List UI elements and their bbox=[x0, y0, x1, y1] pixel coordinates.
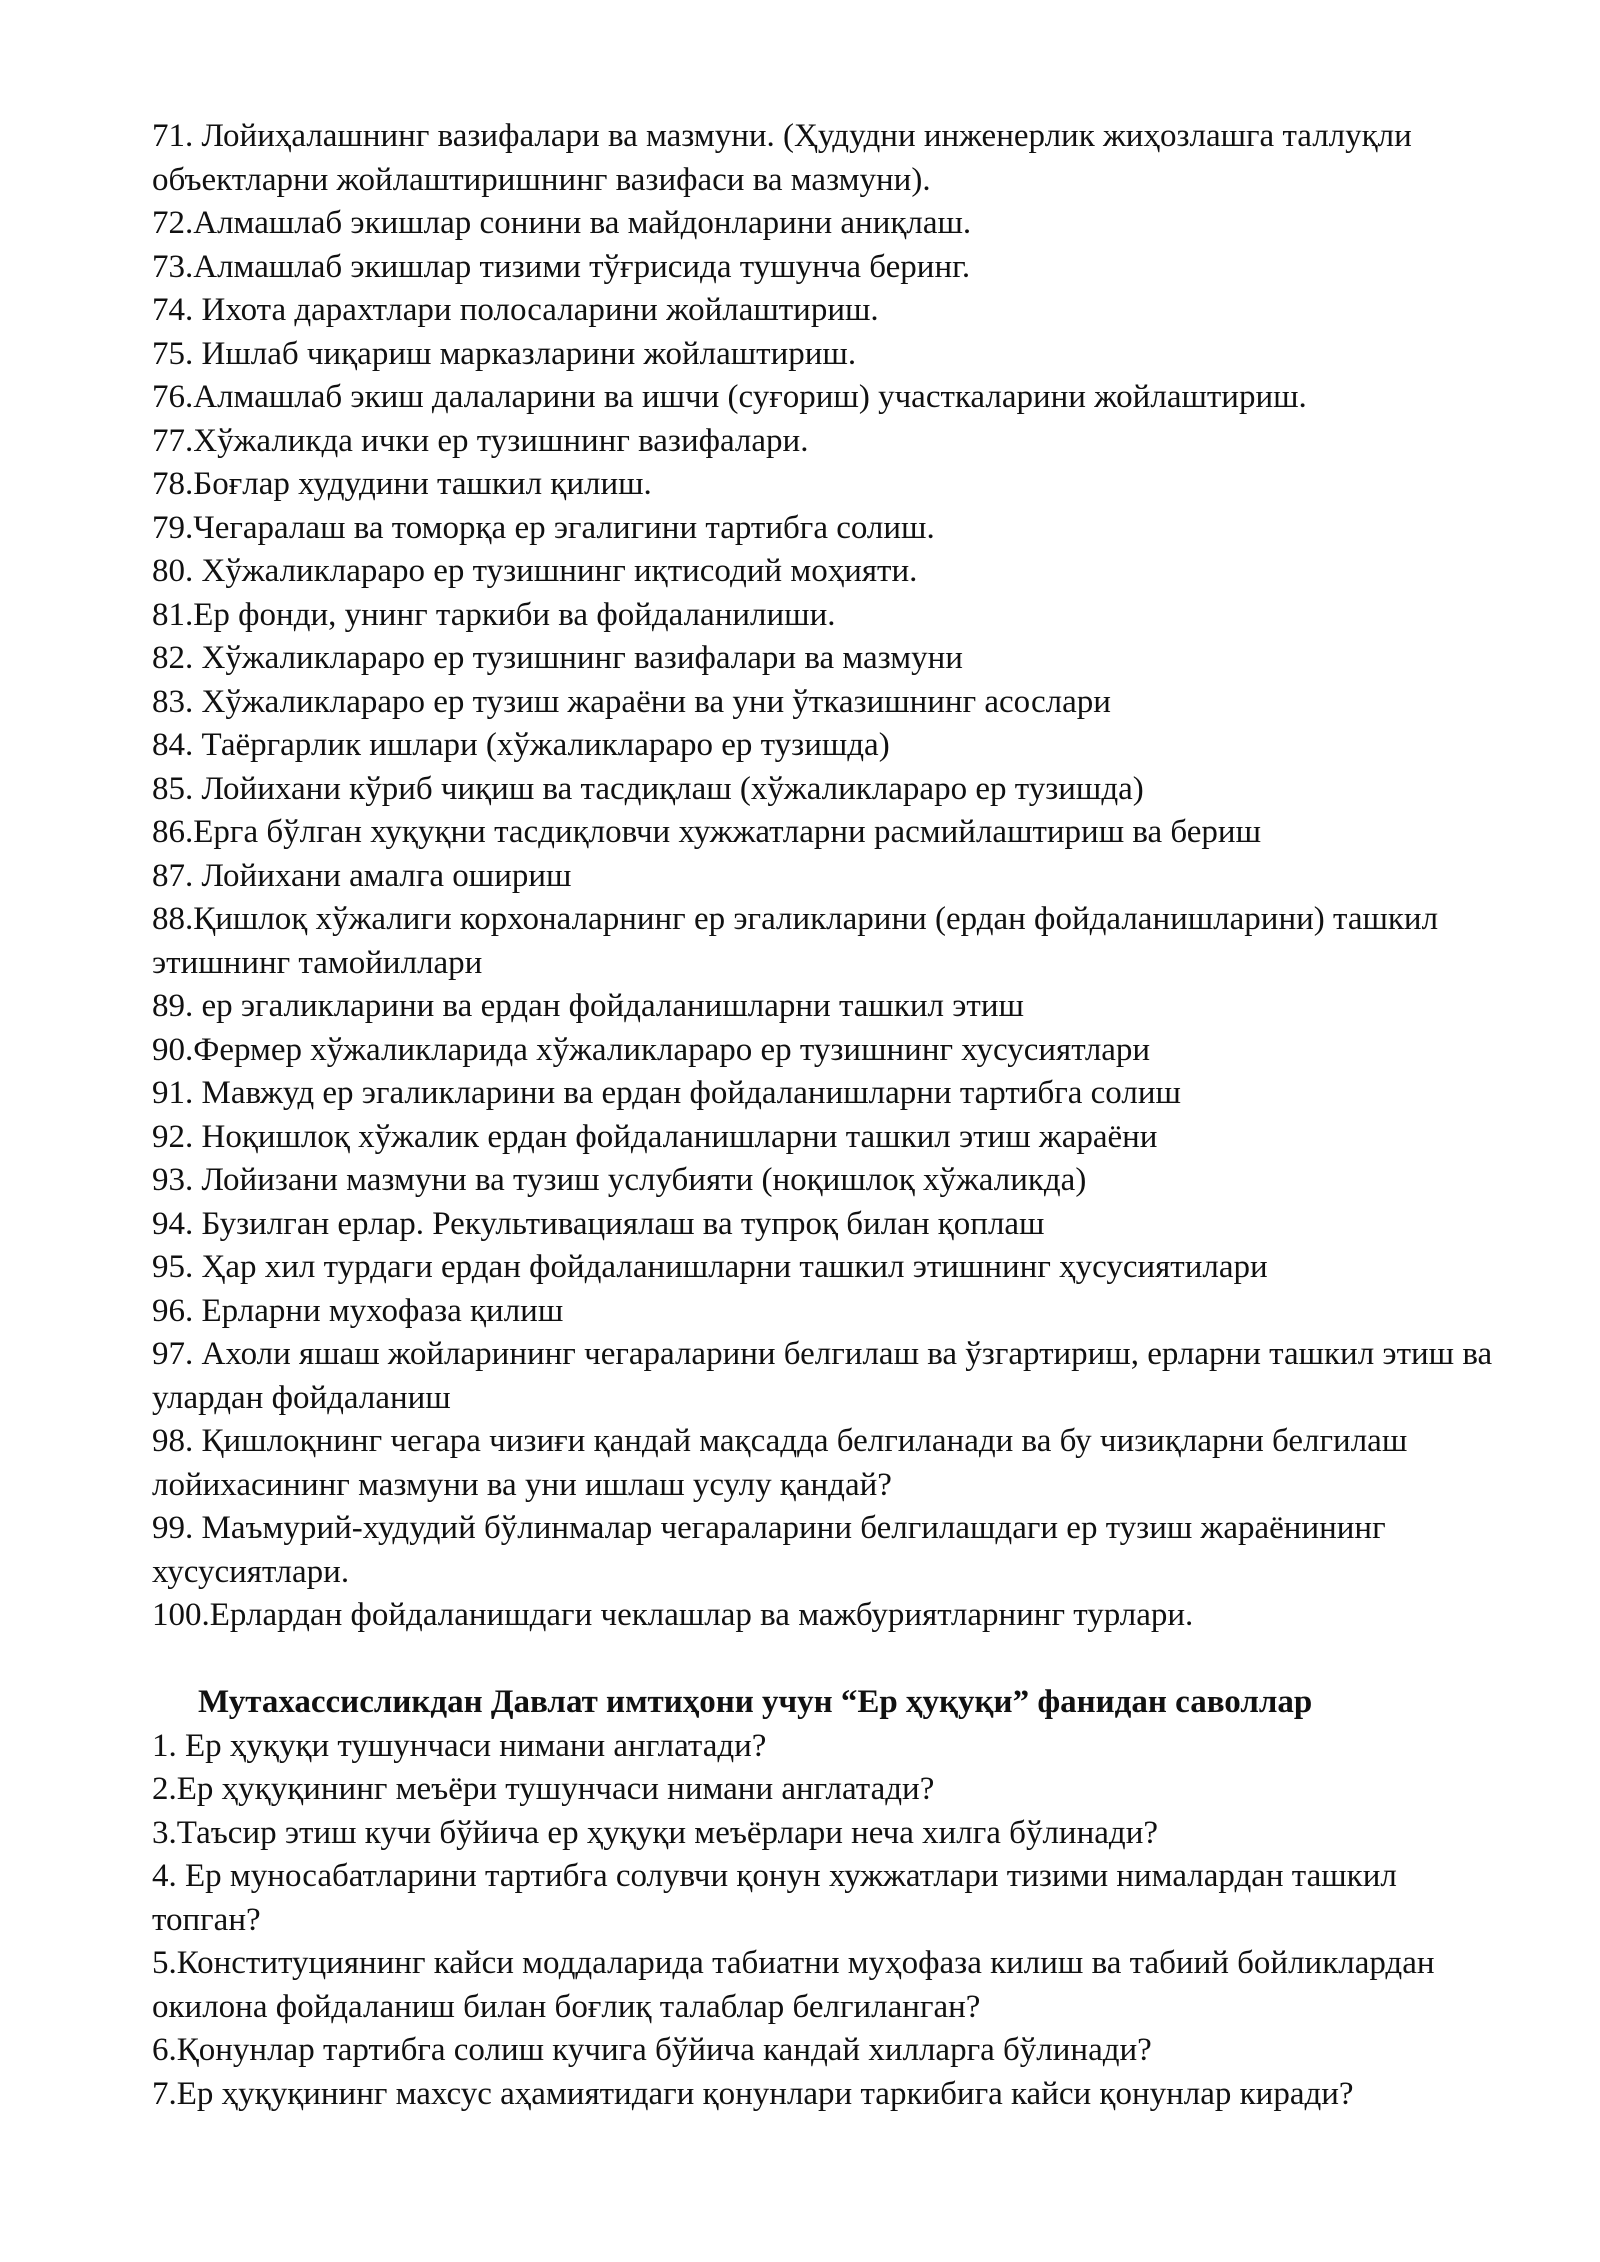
list-item: 76.Алмашлаб экиш далаларини ва ишчи (суғориш) участкаларини жойлаштириш. bbox=[152, 379, 1307, 415]
list-item: 2.Ер ҳуқуқининг меъёри тушунчаси нимани англатади? bbox=[152, 1771, 935, 1807]
list-item: 81.Ер фонди, унинг таркиби ва фойдаланилиши. bbox=[152, 596, 836, 633]
list-item: 86.Ерга бўлган хуқуқни тасдиқловчи хужжатларни расмийлаштириш ва бериш bbox=[152, 814, 1261, 850]
list-item: 84. Таёргарлик ишлари (хўжаликлараро ер тузишда) bbox=[152, 727, 890, 763]
list-item: 95. Ҳар хил турдаги ердан фойдаланишларни ташкил этишнинг ҳусусиятилари bbox=[152, 1249, 1268, 1285]
list-item: 90.Фермер хўжаликларида хўжаликлараро ер тузишнинг хусусиятлари bbox=[152, 1031, 1151, 1068]
list-item: 80. Хўжаликлараро ер тузишнинг иқтисодий моҳияти. bbox=[152, 553, 918, 589]
question-list-land-management bbox=[152, 115, 1512, 1638]
list-item: 97. Ахоли яшаш жойларининг чегараларини белгилаш ва ўзгартириш, ерларни ташкил этиш ва улардан фойдаланиш bbox=[152, 1336, 1493, 1416]
list-item: 3.Таъсир этиш кучи бўйича ер ҳуқуқи меъёрлари неча хилга бўлинади? bbox=[152, 1814, 1159, 1851]
list-item: 93. Лойизани мазмуни ва тузиш услубияти (ноқишлоқ хўжаликда) bbox=[152, 1162, 1087, 1198]
list-item: 7.Ер ҳуқуқининг махсус аҳамиятидаги қонунлари таркибига кайси қонунлар киради? bbox=[152, 2075, 1354, 2112]
section-spacer bbox=[152, 1638, 1512, 1682]
list-item: 87. Лойихани амалга ошириш bbox=[152, 857, 572, 894]
list-item: 98. Қишлоқнинг чегара чизиғи қандай мақсадда белгиланади ва бу чизиқларни белгилаш лойихасининг мазмуни ва уни ишлаш усулу қандай? bbox=[152, 1423, 1408, 1503]
section-heading: Мутахассисликдан Давлат имтиҳони учун “Ер ҳуқуқи” фанидан саволлар bbox=[198, 1684, 1313, 1720]
list-item: 96. Ерларни мухофаза қилиш bbox=[152, 1292, 564, 1329]
list-item: 79.Чегаралаш ва томорқа ер эгалигини тартибга солиш. bbox=[152, 509, 935, 546]
list-item: 4. Ер муносабатларини тартибга солувчи қонун хужжатлари тизими нималардан ташкил топган? bbox=[152, 1858, 1397, 1938]
list-item: 1. Ер ҳуқуқи тушунчаси нимани англатади? bbox=[152, 1727, 767, 1764]
list-item: 92. Ноқишлоқ хўжалик ердан фойдаланишларни ташкил этиш жараёни bbox=[152, 1118, 1158, 1155]
list-item: 78.Боғлар худудини ташкил қилиш. bbox=[152, 466, 652, 502]
list-item: 75. Ишлаб чиқариш марказларини жойлаштириш. bbox=[152, 335, 857, 372]
document-page bbox=[152, 115, 1512, 2116]
list-item: 85. Лойихани кўриб чиқиш ва тасдиқлаш (хўжаликлараро ер тузишда) bbox=[152, 770, 1144, 807]
list-item: 82. Хўжаликлараро ер тузишнинг вазифалари ва мазмуни bbox=[152, 640, 963, 676]
list-item: 72.Алмашлаб экишлар сонини ва майдонларини аниқлаш. bbox=[152, 205, 972, 241]
list-item: 88.Қишлоқ хўжалиги корхоналарнинг ер эгаликларини (ердан фойдаланишларини) ташкил этишнинг тамойиллари bbox=[152, 901, 1439, 981]
list-item: 89. ер эгаликларини ва ердан фойдаланишларни ташкил этиш bbox=[152, 988, 1024, 1024]
list-item: 83. Хўжаликлараро ер тузиш жараёни ва уни ўтказишнинг асослари bbox=[152, 683, 1111, 720]
list-item: 71. Лойиҳалашнинг вазифалари ва мазмуни. (Ҳудудни инженерлик жиҳозлашга таллуқли объектларни жойлаштиришнинг вазифаси ва мазмуни). bbox=[152, 118, 1412, 198]
list-item: 100.Ерлардан фойдаланишдаги чеклашлар ва мажбуриятларнинг турлари. bbox=[152, 1597, 1194, 1633]
list-item: 73.Алмашлаб экишлар тизими тўғрисида тушунча беринг. bbox=[152, 248, 971, 285]
list-item: 99. Маъмурий-худудий бўлинмалар чегараларини белгилашдаги ер тузиш жараёнининг хусусиятлари. bbox=[152, 1510, 1386, 1590]
list-item: 77.Хўжаликда ички ер тузишнинг вазифалари. bbox=[152, 422, 809, 459]
list-item: 94. Бузилган ерлар. Рекультивациялаш ва тупроқ билан қоплаш bbox=[152, 1205, 1045, 1242]
list-item: 74. Ихота дарахтлари полосаларини жойлаштириш. bbox=[152, 292, 879, 328]
list-item: 6.Қонунлар тартибга солиш кучига бўйича кандай хилларга бўлинади? bbox=[152, 2032, 1152, 2068]
list-item: 91. Мавжуд ер эгаликларини ва ердан фойдаланишларни тартибга солиш bbox=[152, 1075, 1181, 1111]
question-list-land-law bbox=[152, 1725, 1512, 2117]
list-item: 5.Конституциянинг кайси моддаларида табиатни муҳофаза килиш ва табиий бойликлардан окилона фойдаланиш билан боғлиқ талаблар белгиланган? bbox=[152, 1945, 1435, 2025]
